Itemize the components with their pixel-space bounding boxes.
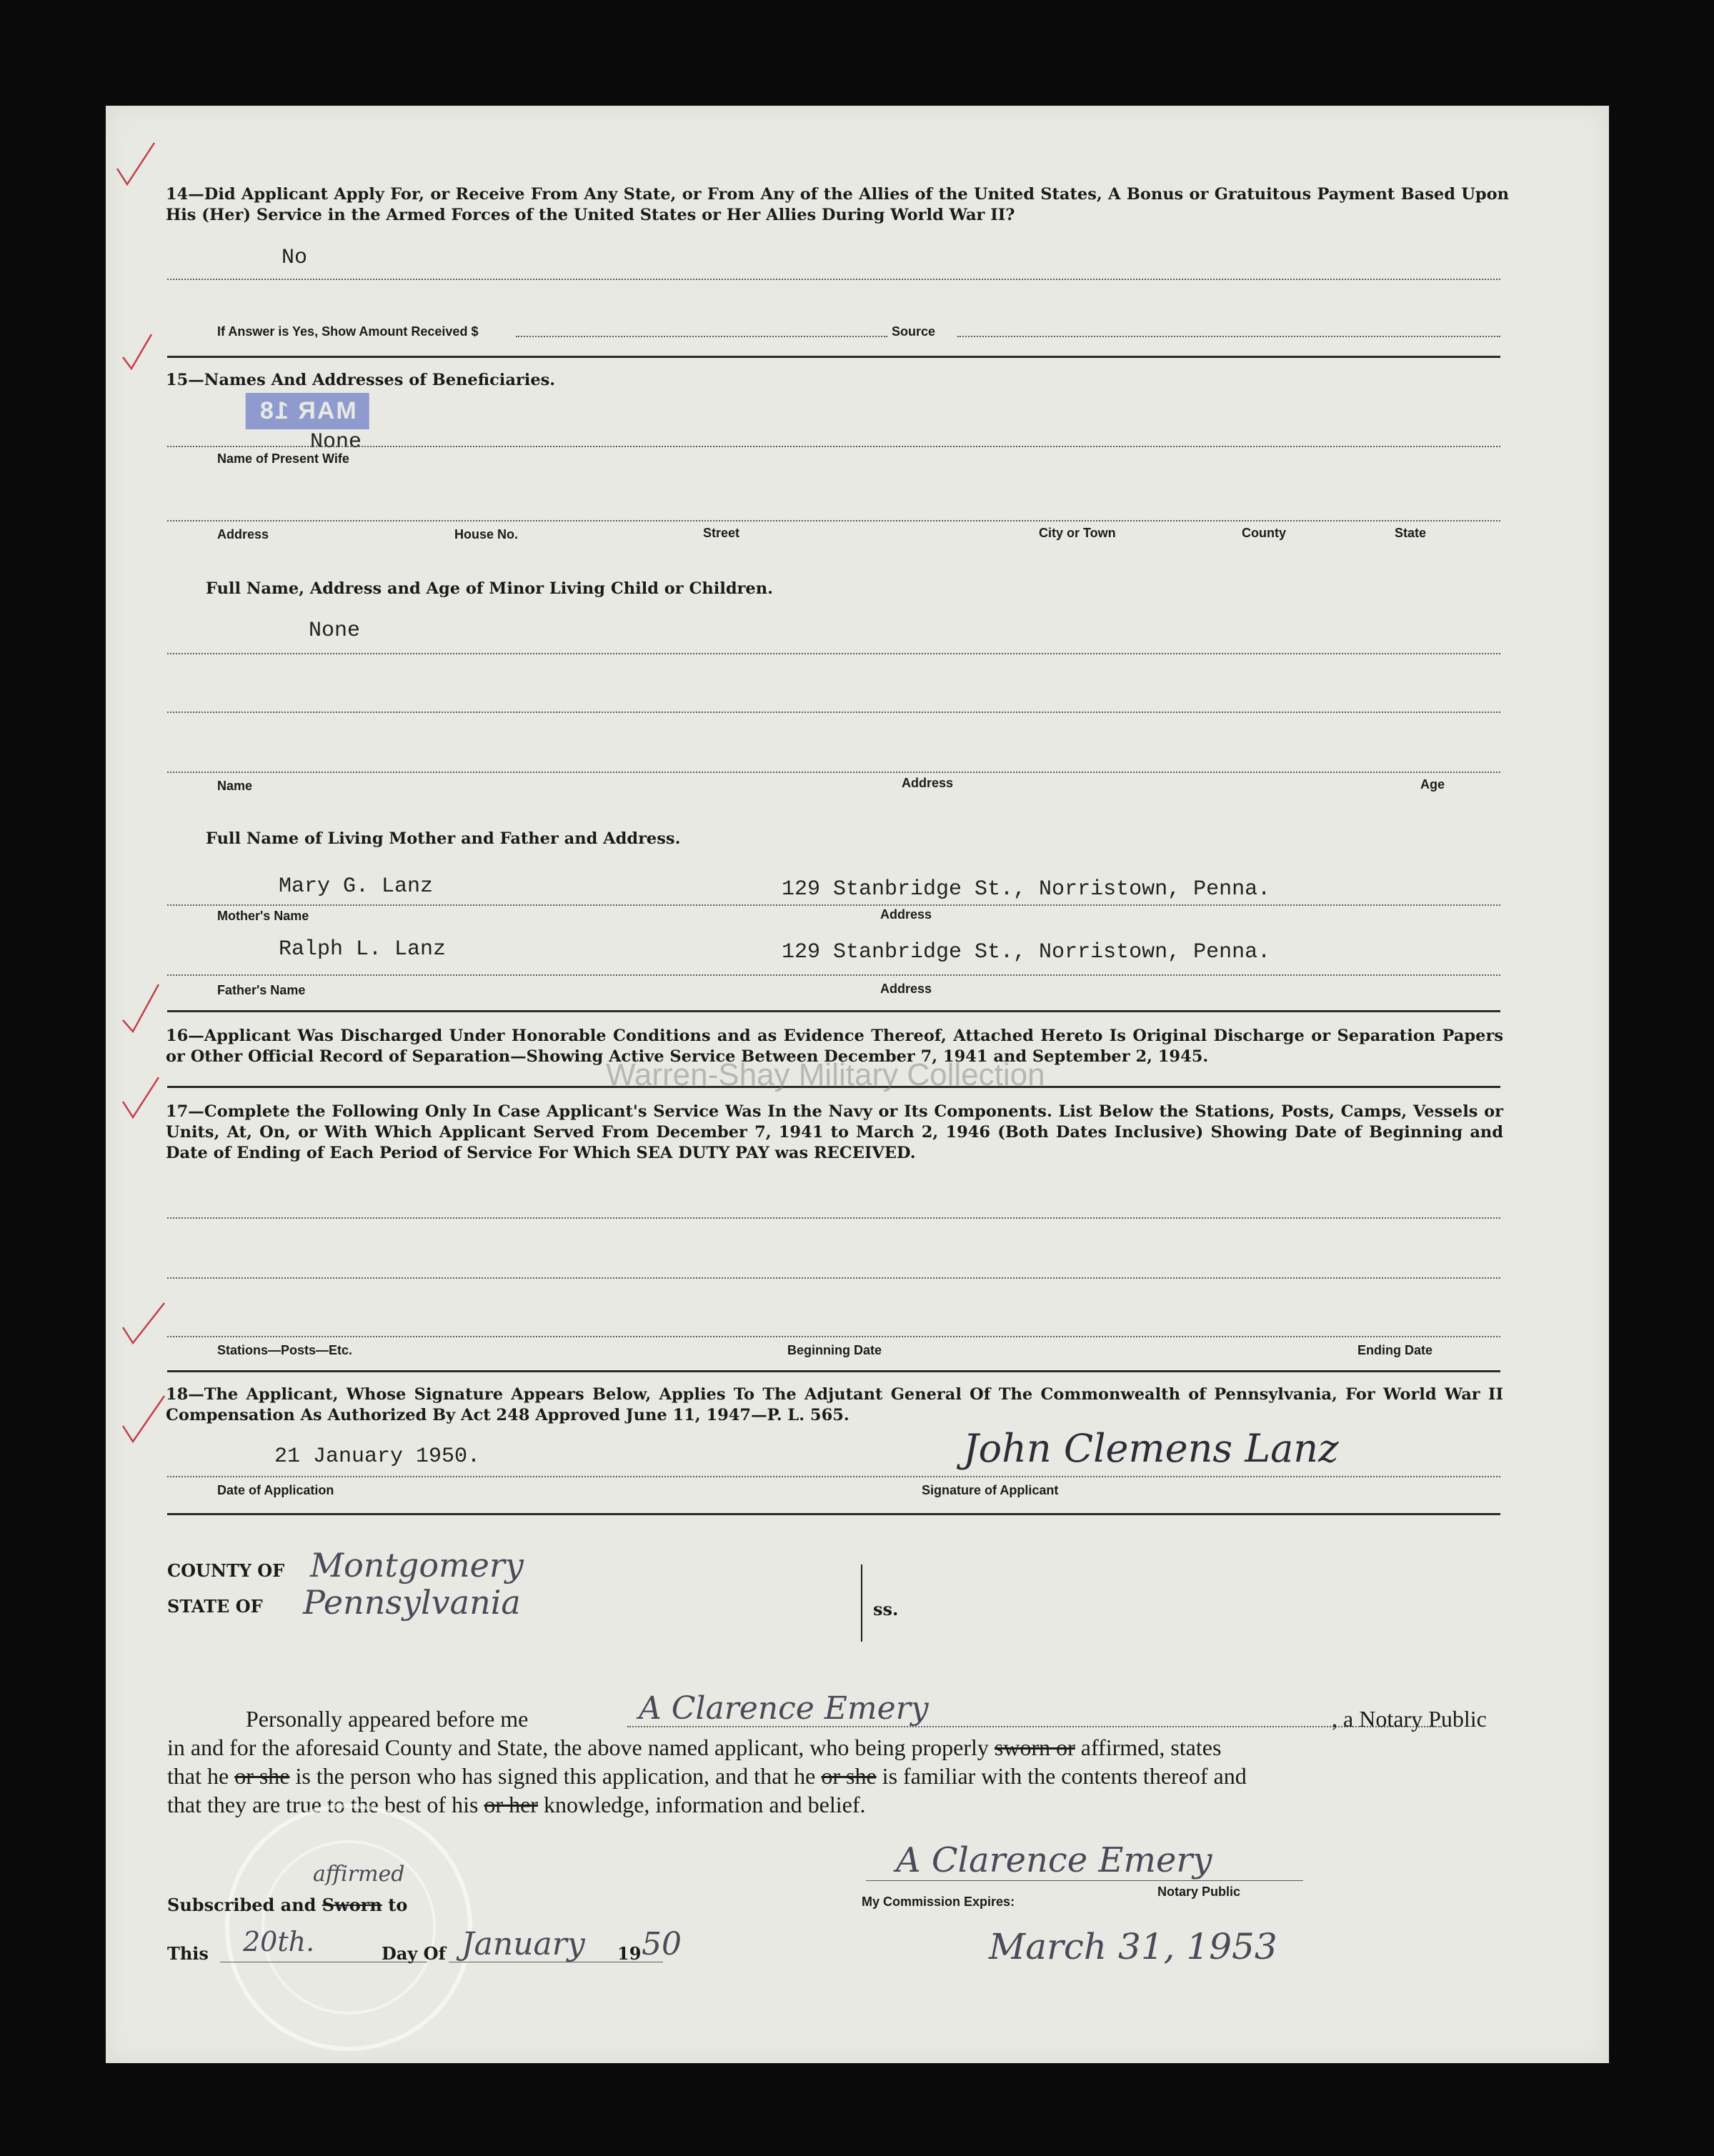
county-label: COUNTY OF [167,1560,285,1581]
notary-line-2 [167,1733,1221,1762]
divider [866,1880,1303,1881]
struck-text: or her [484,1792,538,1817]
ss-label: ss. [873,1599,899,1620]
divider [167,653,1500,654]
state-value: Pennsylvania [303,1583,521,1622]
this-label: This [167,1943,209,1964]
year-prefix: 19 [617,1943,642,1964]
divider [167,772,1500,773]
check-mark-icon [120,330,156,373]
father-address-label: Address [880,982,932,996]
county-label: County [1242,526,1286,540]
divider [957,336,1500,337]
parents-heading: Full Name of Living Mother and Father and Address. [206,829,681,848]
mother-address-label: Address [880,907,932,922]
divider [167,904,1500,906]
question-16: 16—Applicant Was Discharged Under Honorable Conditions and as Evidence Thereof, Attached Hereto Is Original Discharge or Separation Papers or Other Official Record of Separation—Showing Active Service Between December 7, 1941 and September 2, 1945. [166,1027,1503,1066]
county-value: Montgomery [310,1546,524,1584]
question-18: 18—The Applicant, Whose Signature Appears Below, Applies To The Adjutant General Of The Commonwealth of Pennsylvania, For World War II Compensation As Authorized By Act 248 Approved June 11, 1947—P. L. 565. [166,1385,1503,1424]
children-heading: Full Name, Address and Age of Minor Living Child or Children. [206,579,773,598]
q14-answer: No [281,246,308,270]
month-value: January [462,1926,585,1962]
day-of-label: Day Of [382,1943,446,1964]
year-value: 50 [642,1926,682,1962]
notary-text: in and for the aforesaid County and State, the above named applicant, who being properly [167,1735,989,1760]
child-address-label: Address [902,776,954,790]
stations-label: Stations—Posts—Etc. [217,1343,353,1357]
notary-signature: A Clarence Emery [896,1840,1212,1880]
check-mark-icon [120,1299,170,1349]
divider [167,712,1500,713]
notary-text: that they are true to the best of his [167,1792,479,1817]
father-address-value: 129 Stanbridge St., Norristown, Penna. [782,940,1271,964]
check-mark-icon [120,1073,163,1123]
check-mark-icon [120,1392,170,1449]
divider [167,1277,1500,1279]
divider [627,1726,1442,1727]
divider [167,279,1500,280]
child-age-label: Age [1420,777,1445,792]
beginning-date-label: Beginning Date [787,1343,882,1357]
notary-text: is familiar with the contents thereof and [882,1763,1247,1789]
divider [167,974,1500,976]
notary-text: that he [167,1763,229,1789]
signature-label: Signature of Applicant [922,1483,1059,1497]
divider [167,1476,1500,1477]
applicant-signature: John Clemens Lanz [963,1426,1339,1471]
struck-text: sworn or [994,1735,1075,1760]
struck-text: or she [821,1763,877,1789]
notary-line-3 [167,1762,1247,1790]
notary-line-1 [246,1705,528,1733]
notary-text: Personally appeared before me [246,1706,529,1732]
struck-text: or she [234,1763,290,1789]
divider [516,336,887,337]
day-value: 20th. [243,1926,315,1957]
city-label: City or Town [1039,526,1116,540]
mother-address-value: 129 Stanbridge St., Norristown, Penna. [782,877,1271,902]
subscribed-line [167,1895,407,1915]
watermark: Warren-Shay Military Collection [606,1057,1045,1092]
street-label: Street [703,526,740,540]
question-15: 15—Names And Addresses of Beneficiaries. [166,371,556,389]
children-value: None [309,619,361,643]
section-divider [167,1370,1500,1372]
section-divider [167,1010,1500,1012]
application-date-value: 21 January 1950. [274,1444,481,1469]
notary-text: Subscribed and [167,1895,317,1915]
application-date-label: Date of Application [217,1483,334,1497]
received-stamp: MAR 18 [246,393,369,429]
affirmed-handwritten: affirmed [313,1862,405,1887]
notary-text: affirmed, states [1080,1735,1222,1760]
question-14: 14—Did Applicant Apply For, or Receive From Any State, or From Any of the Allies of the United States, A Bonus or Gratuitous Payment Based Upon His (Her) Service in the Armed Forces of the United States or Her Allies During World War II? [166,185,1509,224]
struck-text: Sworn [322,1895,382,1915]
divider [167,446,1500,447]
amount-label: If Answer is Yes, Show Amount Received $ [217,324,479,339]
wife-label: Name of Present Wife [217,451,349,466]
father-label: Father's Name [217,983,306,997]
check-mark-icon [120,980,163,1037]
address-label: Address [217,527,269,542]
divider [167,1336,1500,1337]
divider [167,520,1500,521]
state-label: State [1395,526,1427,540]
section-divider [167,356,1500,358]
notary-public-label: Notary Public [1157,1885,1241,1899]
document-page [106,106,1609,2063]
notary-line-1b: , a Notary Public [1332,1706,1487,1732]
state-label: STATE OF [167,1596,263,1617]
question-17: 17—Complete the Following Only In Case Applicant's Service Was In the Navy or Its Components. List Below the Stations, Posts, Camps, Vessels or Units, At, On, or With Which Applicant Served From December 7, 1941 to March 2, 1946 (Both Dates Inclusive) Showing Date of Beginning and Date of Ending of Each Period of Service For Which SEA DUTY PAY was RECEIVED. [166,1102,1503,1162]
notary-text: is the person who has signed this application, and that he [295,1763,816,1789]
divider [167,1217,1500,1219]
ending-date-label: Ending Date [1357,1343,1433,1357]
wife-name-value: None [310,430,362,454]
source-label: Source [892,324,936,339]
commission-label: My Commission Expires: [862,1895,1015,1909]
commission-expiry-value: March 31, 1953 [989,1926,1277,1967]
house-no-label: House No. [454,527,519,542]
check-mark-icon [114,140,157,190]
father-name-value: Ralph L. Lanz [279,937,447,962]
mother-label: Mother's Name [217,909,309,923]
section-divider [167,1513,1500,1515]
notary-text: to [388,1895,408,1915]
child-name-label: Name [217,779,253,793]
notary-name-handwritten: A Clarence Emery [639,1690,929,1727]
notary-text: knowledge, information and belief. [543,1792,866,1817]
mother-name-value: Mary G. Lanz [279,874,434,899]
